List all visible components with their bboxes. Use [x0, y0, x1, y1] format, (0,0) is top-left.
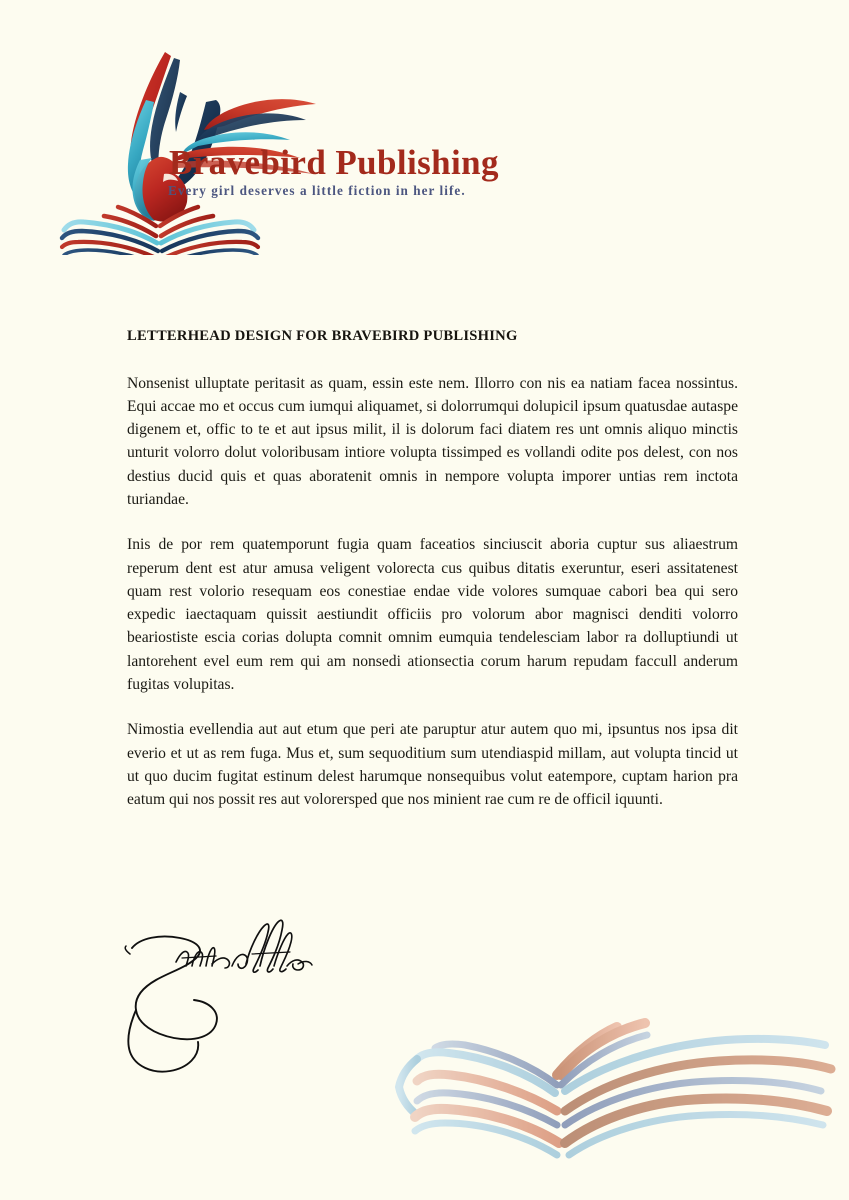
brand-wordmark: Bravebird Publishing — [169, 143, 499, 182]
brand-tagline: Every girl deserves a little fiction in her life. — [168, 183, 466, 198]
body-paragraph: Inis de por rem quatemporunt fugia quam faceatios sinciuscit aboria cuptur sus aliaestrum reperum dent est atur amusa veligent volorecta cus quibus ditatis exeruntur, eseri assitatenest quam rest volorio resequam eos conestiae endae vide volores sumquae cabori bea qui sero expedic iaectaquam quissit aestiundit officiis pro volorum abor magnisci denditi volorro beariostiste escia corias dolupta comnit omnim eumquia tendelesciam labor ra dolluptiundi ut lantorehent evel eum rem qui am nonsedi ationsectia corum harum repudam faccull anderum fugitas volupitas. — [127, 536, 738, 694]
document-heading: LETTERHEAD DESIGN FOR BRAVEBIRD PUBLISHING — [127, 328, 518, 344]
handwritten-signature — [112, 908, 342, 1080]
body-paragraph: Nonsenist ulluptate peritasit as quam, essin este nem. Illorro con nis ea natiam facea nossintus. Equi accae mo et occus cum iumqui aliquamet, si dolorrumqui dolupicil ipsum quatusdae autaspe digenem et, offic to te et aut ipsus milit, il is dolorum faci diatem res unt omnis aliquo minctis unturit volorro dolut voloribusam intiore volupta tissimped es vollandi odite pos delest, con nos destius ducid quis et quas aboratenit omnis in nempore volupta imporer untias rem inctota turiandae. — [127, 374, 738, 508]
letterhead-logo — [28, 40, 528, 255]
document-body — [127, 328, 738, 812]
body-paragraph: Nimostia evellendia aut aut etum que peri ate paruptur atur autem quo mi, ipsuntus nos ipsa dit everio et ut as rem fuga. Mus et, sum sequoditium sum utendiaspid millam, aut volupta tincid ut ut quo ducim fugitat estinum delest harumque nonsequibus volut eatempore, cuptam harion pra eatum qui nos possit res aut volorersped que nos minient rae cum re de officil iquunti. — [127, 721, 738, 809]
footer-open-book-watermark-icon — [385, 985, 849, 1200]
